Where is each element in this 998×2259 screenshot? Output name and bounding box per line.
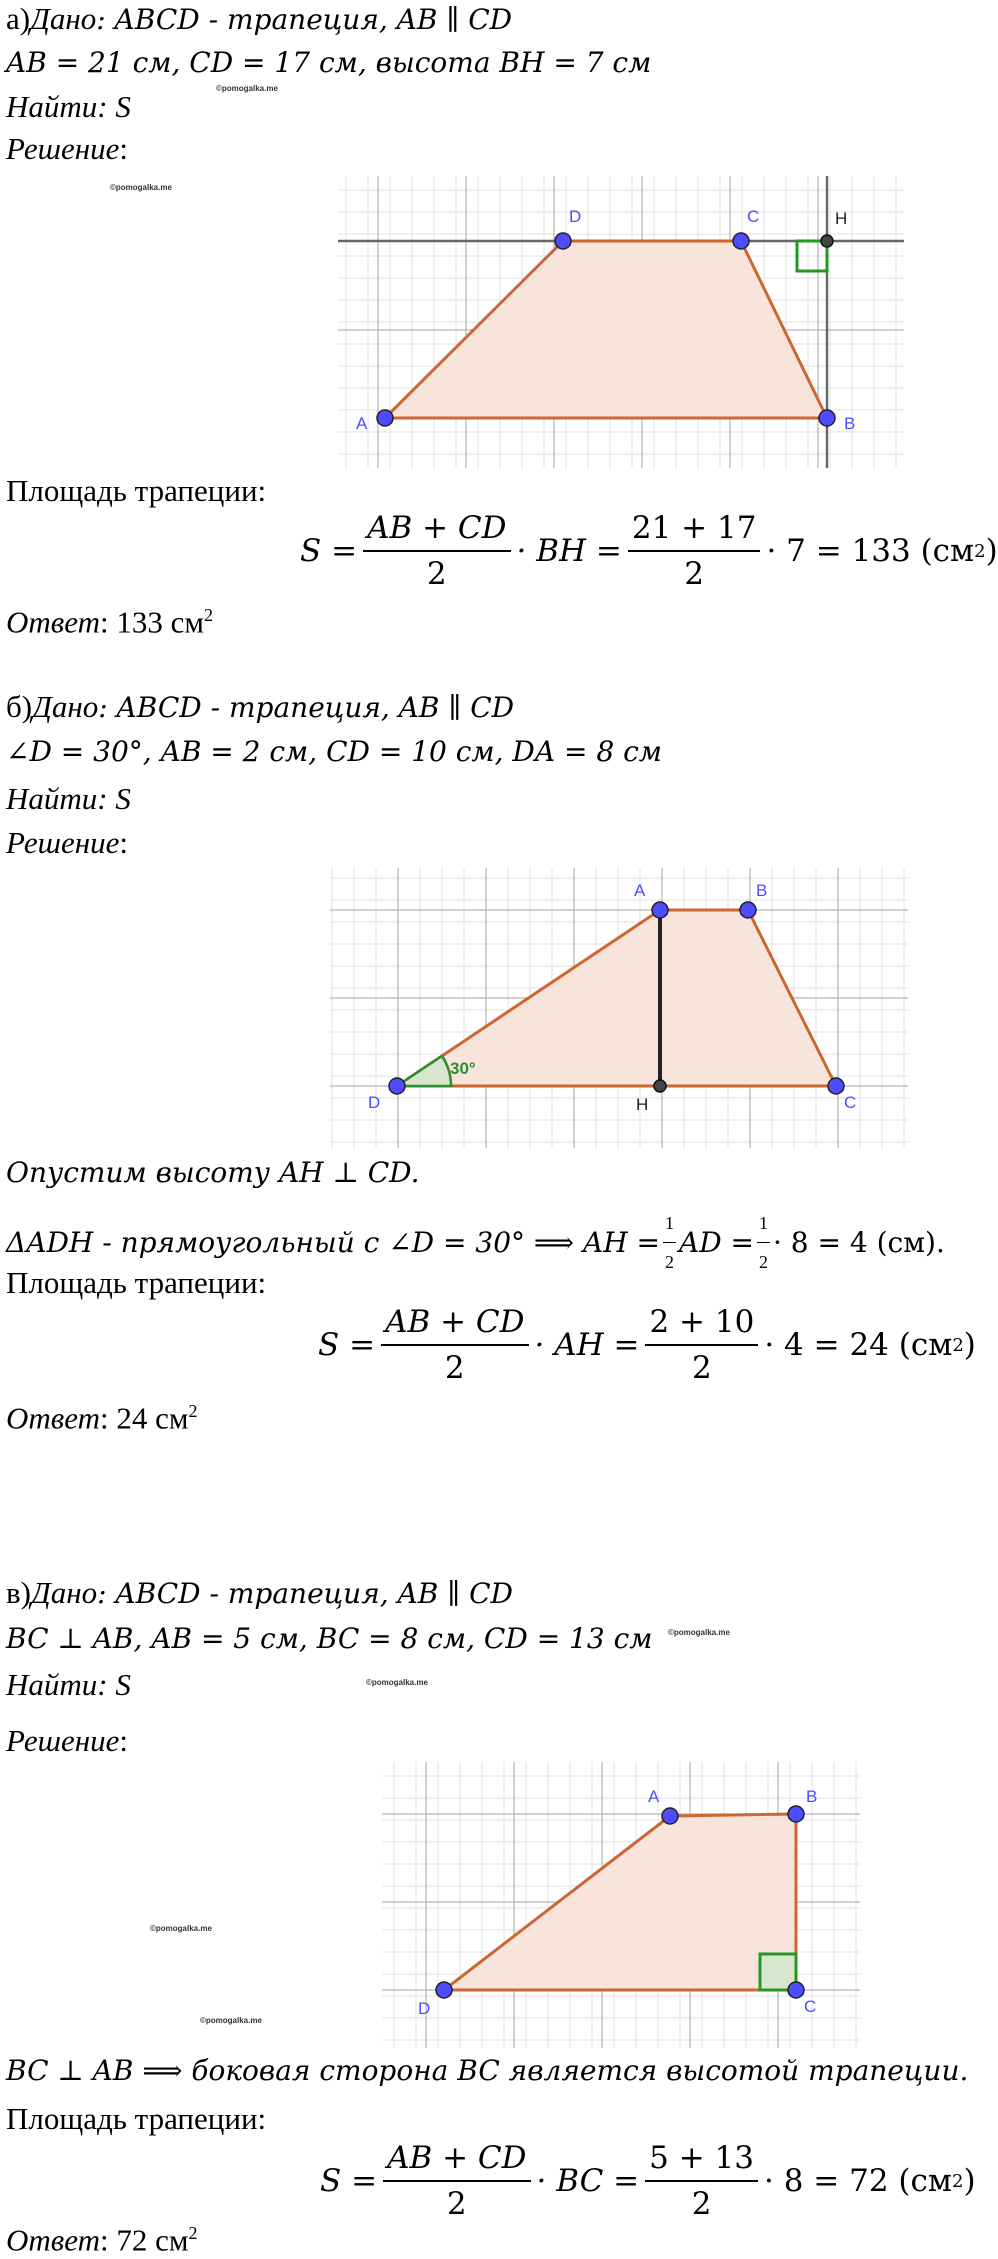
point-a [652, 902, 668, 918]
part-a-area-text: Площадь трапеции: [6, 473, 267, 508]
part-c-formula [320, 2140, 976, 2222]
label-angle: 30° [450, 1059, 476, 1078]
fraction-half [663, 1204, 676, 1281]
part-a-find: Найти: S [6, 89, 131, 124]
formula-tail: · 4 = 24 (см [764, 1327, 953, 1363]
triangle-mid: AD = [678, 1225, 754, 1259]
solution-colon: : [119, 1723, 128, 1758]
answer-word: Ответ [6, 2222, 100, 2258]
given-word: Дано [32, 689, 99, 724]
label-a: A [648, 1787, 660, 1806]
part-b-data-line: ∠D = 30°, AB = 2 см, CD = 10 см, DA = 8 см [6, 735, 662, 768]
point-a [662, 1808, 678, 1824]
part-c-given [6, 1574, 513, 1613]
figure-a-trapezoid [338, 176, 904, 468]
point-h [654, 1080, 666, 1092]
given-text: : ABCD - трапеция, AB ∥ CD [96, 3, 513, 36]
part-b-answer [6, 1392, 197, 1437]
fraction [645, 2140, 758, 2222]
answer-text: : 133 см [99, 604, 204, 640]
point-b [819, 410, 835, 426]
figure-b-trapezoid [330, 868, 908, 1148]
superscript: 2 [203, 605, 213, 625]
fraction-numerator: AB + CD [381, 1304, 528, 1346]
point-d [389, 1078, 405, 1094]
fraction-half [757, 1204, 770, 1281]
solution-colon: : [119, 825, 128, 860]
superscript: 2 [188, 2223, 198, 2243]
fraction-numerator: 2 + 10 [645, 1304, 758, 1346]
label-d: D [569, 207, 582, 226]
formula-tail-end: ) [985, 533, 998, 569]
watermark: ©pomogalka.me [668, 1628, 730, 1637]
point-h [821, 235, 833, 247]
formula-mid: · BC = [536, 2163, 640, 2199]
part-b-given [6, 688, 514, 727]
part-a-data-line: AB = 21 см, CD = 17 см, высота BH = 7 см [6, 46, 652, 79]
superscript: 2 [188, 1401, 198, 1421]
fraction-denominator: 2 [692, 1350, 712, 1386]
formula-tail: · 7 = 133 (см [766, 533, 975, 569]
answer-text: : 24 см [99, 1400, 189, 1436]
part-c-lateral-text [6, 2052, 968, 2090]
part-a-formula [300, 510, 998, 592]
fraction-denominator: 2 [426, 556, 447, 592]
answer-word: Ответ [6, 1400, 100, 1436]
fraction-numerator: 1 [663, 1204, 676, 1243]
label-h: H [835, 209, 848, 228]
point-c [828, 1078, 844, 1094]
formula-mid: · BH = [516, 533, 622, 569]
solution-word: Решение [6, 1723, 120, 1758]
part-b-drop-text: Опустим высоту AH ⊥ CD. [6, 1156, 420, 1189]
given-word: Дано [30, 1, 97, 36]
part-a-label: а) [6, 1, 31, 36]
label-d: D [368, 1093, 381, 1112]
label-c: C [844, 1093, 857, 1112]
label-a: A [356, 414, 368, 433]
label-d: D [418, 1999, 431, 2018]
label-b: B [844, 414, 856, 433]
fraction-numerator: AB + CD [383, 2140, 530, 2182]
point-c [788, 1982, 804, 1998]
fraction-denominator: 2 [691, 2186, 712, 2222]
part-b-label: б) [6, 689, 33, 724]
label-b: B [806, 1787, 818, 1806]
part-b-find: Найти: S [6, 781, 131, 816]
solution-word: Решение [6, 825, 120, 860]
part-a-given [6, 0, 512, 39]
given-word: Дано [30, 1575, 98, 1610]
watermark: ©pomogalka.me [150, 1924, 212, 1933]
part-c-data-line: BC ⊥ AB, AB = 5 см, BC = 8 см, CD = 13 см [6, 1622, 653, 1655]
point-c [733, 233, 749, 249]
given-text: : ABCD - трапеция, AB ∥ CD [97, 1577, 513, 1610]
point-b [788, 1806, 804, 1822]
fraction [363, 510, 510, 592]
part-c-find: Найти: S [6, 1667, 131, 1702]
figure-c-trapezoid [382, 1762, 860, 2048]
label-h: H [636, 1095, 649, 1114]
watermark: ©pomogalka.me [366, 1678, 428, 1687]
part-c-label: в) [6, 1575, 31, 1610]
label-a: A [634, 881, 646, 900]
fraction-denominator: 2 [664, 1252, 674, 1272]
point-b [740, 902, 756, 918]
part-a-answer [6, 596, 213, 641]
triangle-end: · 8 = 4 (см). [773, 1225, 945, 1259]
fraction [383, 2140, 530, 2222]
part-c-area-text: Площадь трапеции: [6, 2101, 267, 2136]
label-b: B [756, 881, 768, 900]
fraction-numerator: AB + CD [363, 510, 510, 552]
fraction [381, 1304, 528, 1386]
superscript: 2 [952, 1334, 964, 1356]
watermark: ©pomogalka.me [200, 2016, 262, 2025]
fraction [645, 1304, 758, 1386]
label-c: C [804, 1997, 817, 2016]
fraction-denominator: 2 [446, 2186, 467, 2222]
lateral-text: BC ⊥ AB ⟹ боковая сторона BC является высотой трапеции. [6, 2054, 969, 2087]
given-text: : ABCD - трапеция, AB ∥ CD [98, 691, 515, 724]
point-d [555, 233, 571, 249]
label-c: C [747, 207, 760, 226]
fraction [628, 510, 761, 592]
part-c-answer [6, 2214, 197, 2259]
point-d [436, 1982, 452, 1998]
formula-tail-end: ) [963, 1327, 976, 1363]
formula-tail-end: ) [963, 2163, 976, 2199]
formula-s: S = [320, 2163, 378, 2199]
formula-s: S = [300, 533, 358, 569]
part-b-solution [6, 824, 128, 862]
fraction-denominator: 2 [444, 1350, 465, 1386]
watermark: ©pomogalka.me [216, 84, 278, 93]
angle-mark [397, 1056, 451, 1086]
fraction-numerator: 21 + 17 [628, 510, 761, 552]
answer-word: Ответ [6, 604, 100, 640]
part-b-area-text: Площадь трапеции: [6, 1265, 267, 1300]
point-a [377, 410, 393, 426]
formula-tail: · 8 = 72 (см [764, 2163, 952, 2199]
fraction-numerator: 1 [757, 1204, 770, 1243]
watermark: ©pomogalka.me [110, 183, 172, 192]
fraction-denominator: 2 [684, 556, 705, 592]
solution-word: Решение [6, 131, 120, 166]
formula-mid: · AH = [534, 1327, 640, 1363]
triangle-pre: ΔADH - прямоугольный с ∠D = 30° ⟹ AH = [6, 1225, 660, 1259]
part-c-solution [6, 1722, 128, 1760]
fraction-denominator: 2 [759, 1252, 768, 1272]
part-b-formula [318, 1304, 976, 1386]
superscript: 2 [974, 540, 986, 562]
part-a-solution [6, 130, 128, 168]
superscript: 2 [951, 2170, 964, 2192]
solution-colon: : [119, 131, 128, 166]
formula-s: S = [318, 1327, 376, 1363]
answer-text: : 72 см [99, 2222, 189, 2258]
fraction-numerator: 5 + 13 [645, 2140, 758, 2182]
